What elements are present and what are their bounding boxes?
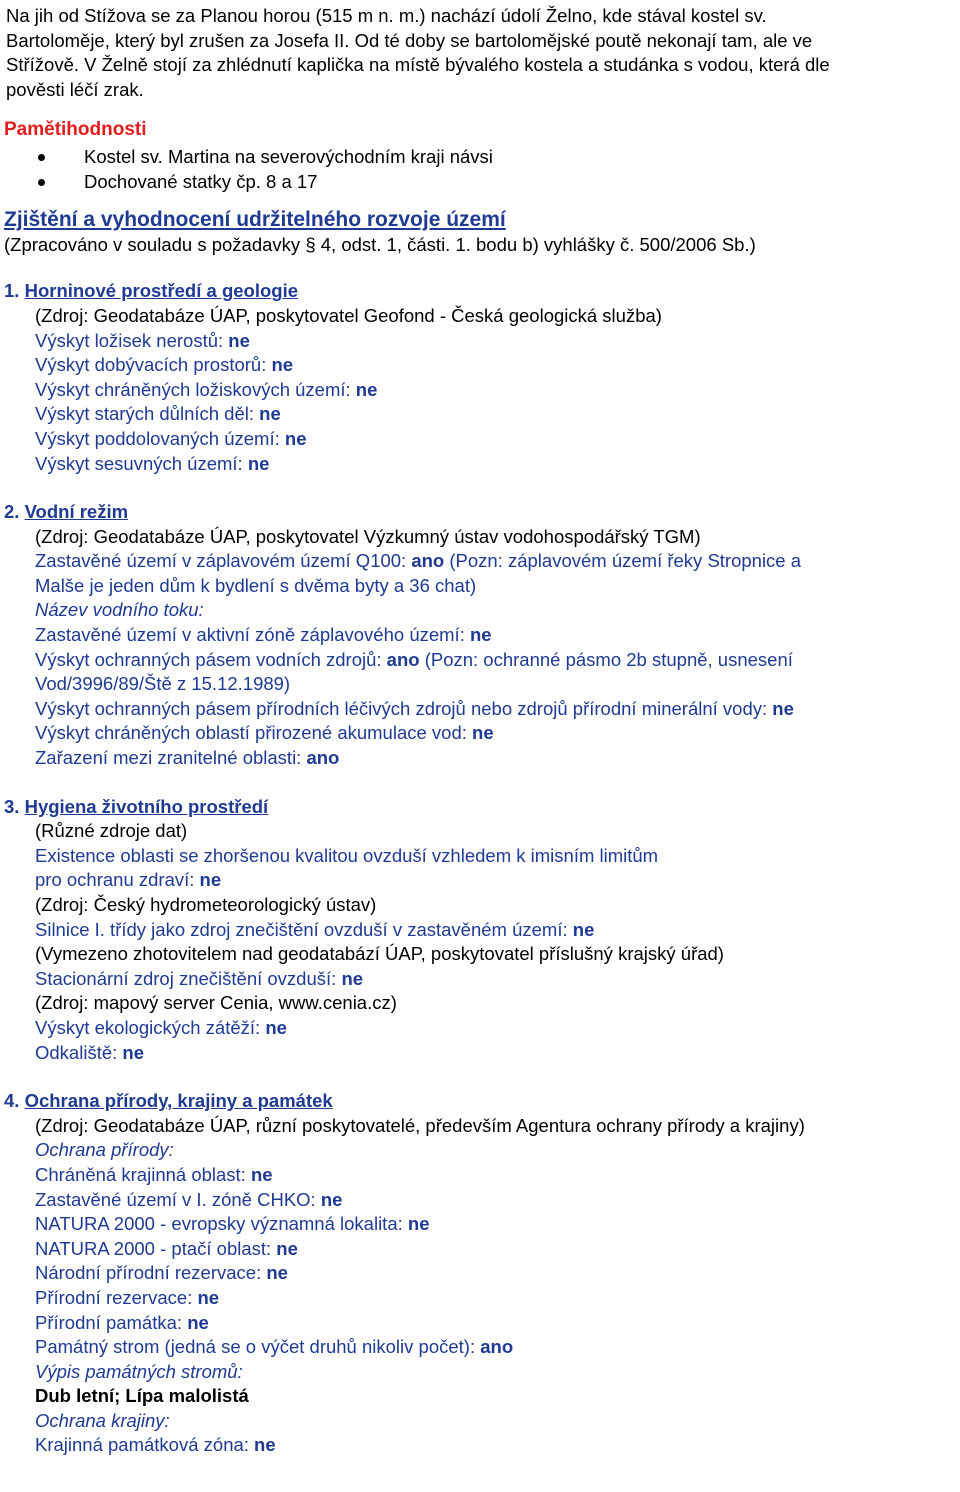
nature-row: Zastavěné území v I. zóně CHKO: ne [35, 1188, 343, 1210]
hygiene-source: (Zdroj: Český hydrometeorologický ústav) [35, 894, 377, 915]
landmark-item: Dochované statky čp. 8 a 17 [38, 170, 960, 195]
section-geology-heading [0, 279, 960, 304]
nature-source: (Zdroj: Geodatabáze ÚAP, různí poskytovatelé, především Agentura ochrany přírody a krajiny) [35, 1114, 805, 1136]
section-water-body [0, 525, 960, 771]
landmarks-heading: Pamětihodnosti [4, 119, 147, 141]
hygiene-row: Odkaliště: ne [35, 1041, 144, 1063]
geology-row: Výskyt starých důlních děl: ne [35, 403, 281, 425]
water-active-zone-row: Zastavěné území v aktivní zóně záplavového území: ne [35, 624, 492, 646]
landscape-row: Krajinná památková zóna: ne [35, 1434, 276, 1456]
section-title: Ochrana přírody, krajiny a památek [24, 1090, 333, 1112]
hygiene-row: Silnice I. třídy jako zdroj znečištění ovzduší v zastavěném území: ne [35, 918, 595, 940]
intro-paragraph [0, 4, 960, 102]
nature-row: NATURA 2000 - evropsky významná lokalita: ne [35, 1213, 430, 1235]
hygiene-source: (Různé zdroje dat) [35, 820, 188, 842]
section-hygiene-heading [0, 795, 960, 820]
landmarks-list [4, 145, 960, 194]
section-nature-heading [0, 1089, 960, 1114]
water-accumulation-row: Výskyt chráněných oblastí přirozené akumulace vod: ne [35, 722, 494, 744]
section-number: 3. [4, 795, 20, 817]
nature-row: NATURA 2000 - ptačí oblast: ne [35, 1237, 298, 1259]
hygiene-source: (Vymezeno zhotovitelem nad geodatabází ÚAP, poskytovatel příslušný krajský úřad) [35, 943, 724, 965]
subtitle-before: (Zpracováno v souladu s požadavky [4, 233, 306, 255]
landscape-subheading: Ochrana krajiny: [35, 1409, 170, 1431]
nature-row: Chráněná krajinná oblast: ne [35, 1163, 273, 1185]
water-flood-row: Zastavěné území v záplavovém území Q100: ano (Pozn: záplavovém území řeky Stropnice a [35, 550, 802, 572]
subtitle-after: 4, odst. 1, části. 1. bodu b) vyhlášky č. 500/2006 Sb.) [315, 233, 756, 255]
geology-row: Výskyt ložisek nerostů: ne [35, 329, 250, 351]
paragraph-symbol: § [305, 233, 316, 255]
hygiene-row: Stacionární zdroj znečištění ovzduší: ne [35, 967, 364, 989]
water-flood-note: Malše je jeden dům k bydlení s dvěma byty a 36 chat) [35, 574, 477, 596]
trees-list: Dub letní; Lípa malolistá [35, 1385, 249, 1407]
section-number: 2. [4, 501, 20, 523]
water-source: (Zdroj: Geodatabáze ÚAP, poskytovatel Výzkumný ústav vodohospodářský TGM) [35, 525, 701, 547]
section-hygiene-body [0, 819, 960, 1065]
main-title: Zjištění a vyhodnocení udržitelného rozvoje území [4, 208, 506, 232]
nature-row: Národní přírodní rezervace: ne [35, 1262, 288, 1284]
hygiene-row: Existence oblasti se zhoršenou kvalitou ovzduší vzhledem k imisním limitům [35, 844, 659, 866]
intro-line: Střížově. V Želně stojí za zhlédnutí kaplička na místě bývalého kostela a studánka s vodou, která dle [6, 54, 830, 76]
landmark-item: Kostel sv. Martina na severovýchodním kraji návsi [38, 145, 960, 170]
water-protection-row: Výskyt ochranných pásem vodních zdrojů: ano (Pozn: ochranné pásmo 2b stupně, usnesení [35, 648, 793, 670]
section-nature-body [0, 1114, 960, 1458]
landmarks-section [0, 118, 960, 194]
section-water-heading [0, 500, 960, 525]
section-title: Vodní režim [24, 501, 129, 523]
nature-row: Přírodní rezervace: ne [35, 1286, 220, 1308]
nature-row: Přírodní památka: ne [35, 1311, 209, 1333]
nature-subheading: Ochrana přírody: [35, 1139, 174, 1161]
water-protection-note: Vod/3996/89/Ště z 15.12.1989) [35, 673, 291, 695]
geology-source: (Zdroj: Geodatabáze ÚAP, poskytovatel Geofond - Česká geologická služba) [35, 304, 662, 326]
water-vulnerable-row: Zařazení mezi zranitelné oblasti: ano [35, 747, 340, 769]
main-subtitle [0, 233, 960, 258]
section-geology-body [0, 304, 960, 476]
geology-row: Výskyt poddolovaných území: ne [35, 427, 307, 449]
nature-row: Památný strom (jedná se o výčet druhů nikoliv počet): ano [35, 1336, 514, 1358]
hygiene-source: (Zdroj: mapový server Cenia, www.cenia.cz) [35, 992, 397, 1014]
geology-row: Výskyt chráněných ložiskových území: ne [35, 378, 378, 400]
water-river-name: Název vodního toku: [35, 599, 204, 621]
intro-line: Bartoloměje, který byl zrušen za Josefa II. Od té doby se bartolomějské poutě nekonají tam, ale ve [6, 29, 813, 51]
section-title: Horninové prostředí a geologie [24, 280, 299, 302]
section-number: 4. [4, 1090, 20, 1112]
hygiene-row: Výskyt ekologických zátěží: ne [35, 1016, 287, 1038]
trees-subheading: Výpis památných stromů: [35, 1360, 243, 1382]
hygiene-row: pro ochranu zdraví: ne [35, 869, 222, 891]
geology-row: Výskyt dobývacích prostorů: ne [35, 354, 294, 376]
water-healing-row: Výskyt ochranných pásem přírodních léčivých zdrojů nebo zdrojů přírodní minerální vody: ne [35, 697, 794, 719]
intro-line: pověsti léčí zrak. [6, 78, 144, 100]
geology-row: Výskyt sesuvných území: ne [35, 452, 270, 474]
intro-line: Na jih od Stížova se za Planou horou (515 m n. m.) nachází údolí Želno, kde stával kostel sv. [6, 5, 767, 26]
section-title: Hygiena životního prostředí [24, 795, 269, 817]
section-number: 1. [4, 280, 20, 302]
